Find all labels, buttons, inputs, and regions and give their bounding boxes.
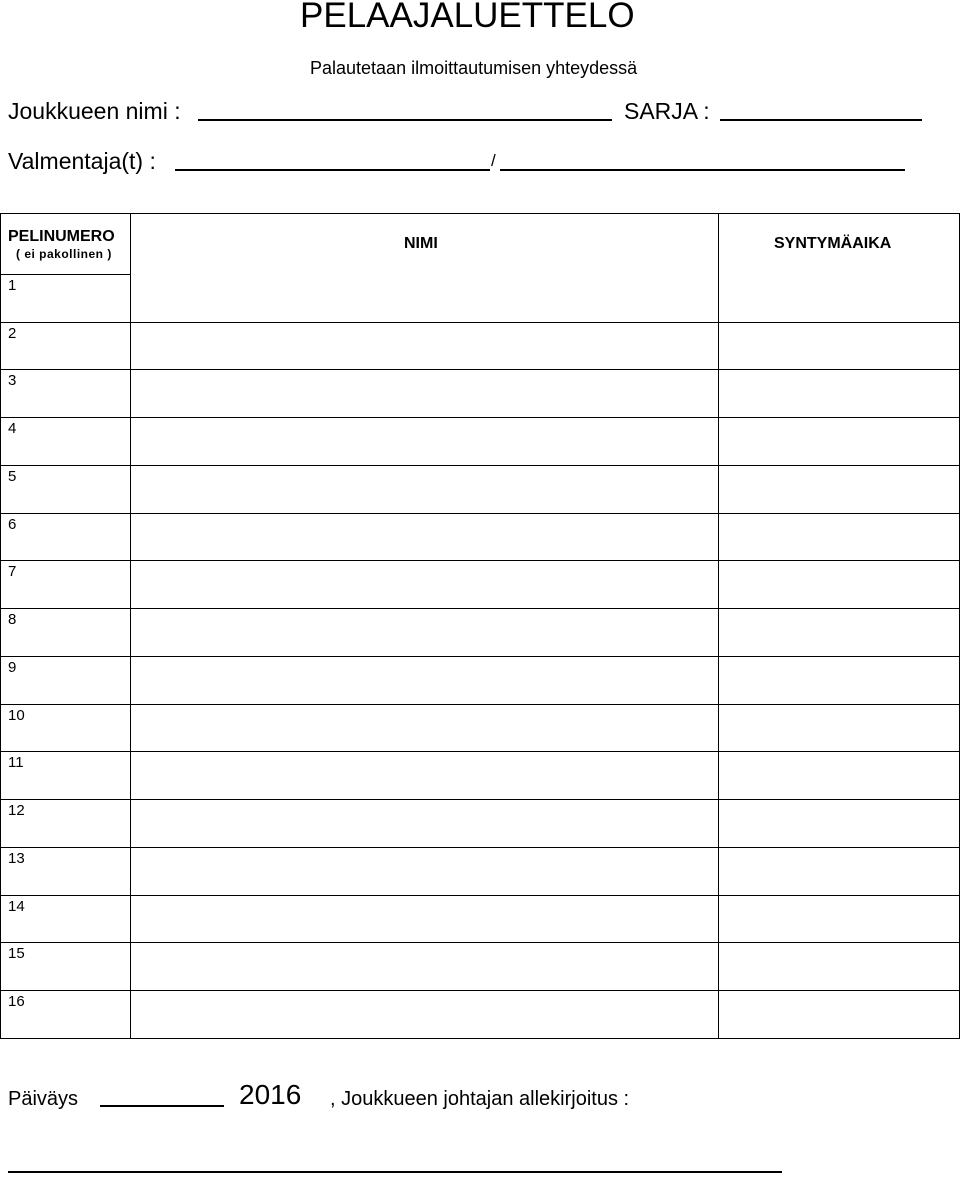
row-number: 14 xyxy=(8,898,25,915)
row-divider xyxy=(0,895,960,896)
table-border-left xyxy=(0,213,1,1039)
row-divider xyxy=(0,942,960,943)
coach-field-2[interactable] xyxy=(500,169,905,171)
row-number: 5 xyxy=(8,468,17,485)
row-number: 8 xyxy=(8,611,17,628)
header-row-divider xyxy=(0,274,131,275)
row-divider xyxy=(0,990,960,991)
player-table xyxy=(0,213,960,1039)
row-number: 10 xyxy=(8,707,25,724)
row-divider xyxy=(0,369,960,370)
column-divider xyxy=(718,213,719,1039)
column-header-number: PELINUMERO xyxy=(8,228,115,245)
row-number: 15 xyxy=(8,945,25,962)
row-divider xyxy=(0,656,960,657)
row-number: 6 xyxy=(8,516,17,533)
row-number: 7 xyxy=(8,563,17,580)
row-number: 11 xyxy=(8,754,24,771)
coach-label: Valmentaja(t) : xyxy=(8,148,156,174)
date-field[interactable] xyxy=(100,1105,224,1107)
row-divider xyxy=(0,560,960,561)
series-label: SARJA : xyxy=(624,98,710,124)
row-number: 4 xyxy=(8,420,17,437)
row-divider xyxy=(0,704,960,705)
column-header-name: NIMI xyxy=(404,235,438,252)
row-number: 13 xyxy=(8,850,25,867)
coach-separator: / xyxy=(491,151,496,170)
signature-label: , Joukkueen johtajan allekirjoitus : xyxy=(330,1088,630,1110)
row-divider xyxy=(0,751,960,752)
row-divider xyxy=(0,513,960,514)
row-divider xyxy=(0,322,960,323)
date-label: Päiväys xyxy=(8,1088,79,1110)
table-border-top xyxy=(0,213,960,214)
row-number: 3 xyxy=(8,372,17,389)
row-divider xyxy=(0,417,960,418)
column-divider xyxy=(130,213,131,1039)
row-divider xyxy=(0,847,960,848)
year-text: 2016 xyxy=(239,1079,302,1110)
row-number: 1 xyxy=(8,277,17,294)
page-subtitle: Palautetaan ilmoittautumisen yhteydessä xyxy=(310,58,638,78)
team-name-field[interactable] xyxy=(198,119,612,121)
row-number: 9 xyxy=(8,659,17,676)
team-name-label: Joukkueen nimi : xyxy=(8,98,181,124)
page-title: PELAAJALUETTELO xyxy=(300,0,635,35)
column-header-number-note: ( ei pakollinen ) xyxy=(16,247,112,261)
row-number: 2 xyxy=(8,325,17,342)
row-divider xyxy=(0,799,960,800)
row-number: 16 xyxy=(8,993,25,1010)
table-border-bottom xyxy=(0,1038,960,1039)
row-divider xyxy=(0,608,960,609)
signature-field[interactable] xyxy=(8,1171,782,1173)
row-number: 12 xyxy=(8,802,25,819)
coach-field-1[interactable] xyxy=(175,169,490,171)
series-field[interactable] xyxy=(720,119,922,121)
column-header-birthdate: SYNTYMÄAIKA xyxy=(774,235,892,252)
row-divider xyxy=(0,465,960,466)
